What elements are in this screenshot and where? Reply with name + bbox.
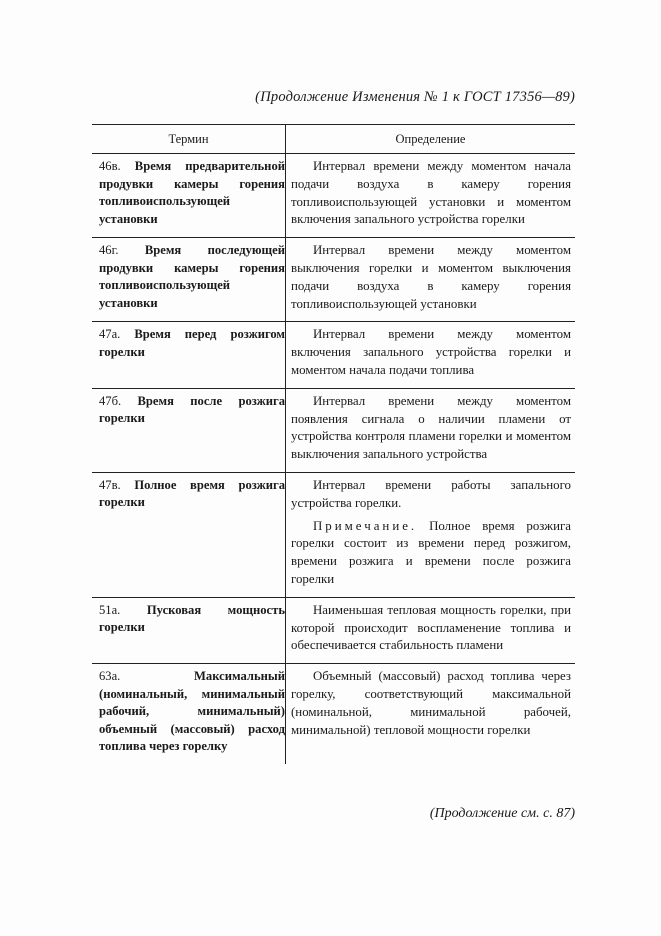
- table-row: [92, 238, 575, 322]
- term-number: 51а.: [99, 602, 121, 617]
- term-number: 47а.: [99, 327, 121, 342]
- definition-text: Интервал времени между моментом появления сигнала о наличии пламени от устройства контроля пламени горелки и моментом выключения запального устройства: [291, 393, 571, 462]
- term-number: 47в.: [99, 477, 121, 492]
- continuation-header: (Продолжение Изменения № 1 к ГОСТ 17356—89): [255, 89, 575, 105]
- table-row: [92, 154, 575, 238]
- term-name: Максимальный (номинальный, минимальный рабочий, минимальный) объемный (массовый) расход топлива через горелку: [99, 669, 285, 754]
- term-name: Время последующей продувки камеры горения топливоиспользующей установки: [99, 243, 285, 310]
- column-header-definition: Определение: [395, 131, 466, 146]
- definition-cell: [286, 322, 575, 387]
- definition-cell: [286, 238, 575, 321]
- definition-text: Объемный (массовый) расход топлива через горелку, соответствующий максимальной (номинальной, минимальной рабочей, минимальной) тепловой мощности горелки: [291, 669, 571, 737]
- term-number: 47б.: [99, 393, 122, 408]
- table-row: [92, 473, 575, 598]
- table-row: [92, 389, 575, 473]
- term-number: 46в.: [99, 159, 121, 173]
- definition-text: Интервал времени между моментом начала подачи воздуха в камеру горения топливоиспользующей установки и моментом включения запального устройства горелки: [291, 159, 571, 227]
- terms-table: [92, 124, 575, 764]
- term-cell: [92, 664, 286, 764]
- term-name: Время предварительной продувки камеры горения топливоиспользующей установки: [99, 159, 285, 226]
- term-name: Полное время розжига горелки: [99, 477, 285, 510]
- table-header-row: [92, 124, 575, 154]
- definition-text: Интервал времени между моментом выключения горелки и моментом выключения подачи воздуха в камеру горения топливоиспользующей установки: [291, 243, 571, 311]
- term-name: Время перед розжигом горелки: [99, 327, 286, 359]
- definition-cell: [286, 154, 575, 237]
- definition-cell: [286, 473, 575, 597]
- term-number: 63а.: [99, 669, 121, 684]
- definition-text: Интервал времени работы запального устройства горелки.: [291, 477, 571, 510]
- definition-text: Наименьшая тепловая мощность горелки, при которой происходит воспламенение топлива и обеспечивается стабильность пламени: [291, 602, 571, 653]
- term-number: 46г.: [99, 243, 119, 258]
- table-row: [92, 664, 575, 764]
- column-header-term: Термин: [92, 125, 286, 153]
- table-row: [92, 598, 575, 664]
- table-row: [92, 322, 575, 388]
- term-cell: [92, 154, 286, 237]
- term-cell: [92, 598, 286, 663]
- note-label: Примечание.: [313, 518, 418, 533]
- term-cell: [92, 322, 286, 387]
- term-name: Время после розжига горелки: [99, 393, 285, 426]
- definition-note: [291, 518, 571, 589]
- definition-cell: [286, 598, 575, 663]
- term-cell: [92, 389, 286, 472]
- note-text: Полное время розжига горелки состоит из времени перед розжигом, времени розжига и времени после розжига горелки: [291, 518, 571, 586]
- definition-cell: [286, 664, 575, 764]
- definition-text: Интервал времени между моментом включения запального устройства горелки и моментом начала подачи топлива: [291, 327, 571, 377]
- continuation-footer: (Продолжение см. с. 87): [429, 806, 575, 821]
- definition-cell: [286, 389, 575, 472]
- term-name: Пусковая мощность горелки: [99, 602, 285, 635]
- term-cell: [92, 473, 286, 597]
- term-cell: [92, 238, 286, 321]
